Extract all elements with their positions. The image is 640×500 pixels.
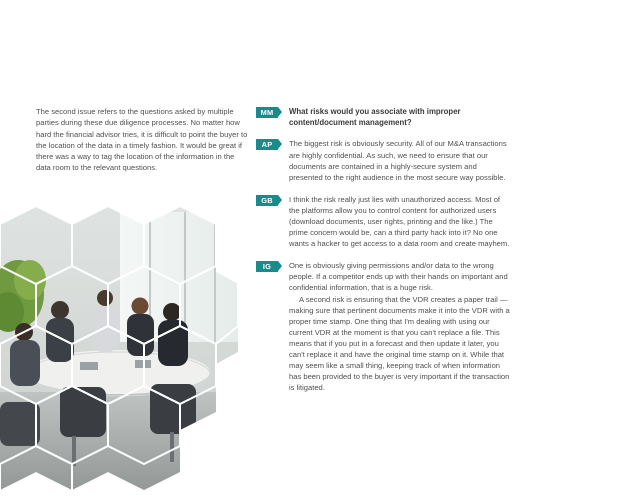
speaker-badge-mm: MM <box>256 107 278 118</box>
answer-text-ig-1: One is obviously giving permissions and/or data to the wrong people. If a competitor ends up with their hands on important and confidential information, that is a huge risk. <box>289 261 508 293</box>
answer-text-ig-2: A second risk is ensuring that the VDR creates a paper trail — making sure that pertinent documents make it into the VDR with a proper time stamp. One thing that I'm dealing with using our current VDR at the moment is that you can't replace a file. This means that if you put in a forecast and then update it later, you can't replace it and have the original time stamp on it. While that may seem like a small thing, keeping track of when information has been provided to the buyer is very important if the transaction is litigated. <box>289 294 510 393</box>
speaker-badge-ig: IG <box>256 261 278 272</box>
meeting-photo <box>0 202 238 495</box>
qa-ig <box>256 260 512 393</box>
answer-text-gb: I think the risk really just lies with unauthorized access. Most of the platforms allow you to control content for authorized users (download documents, user rights, printing and the like.) The prime concern would be, can a third party hack into it? No one wants a hacker to get access to a data room and create mayhem. <box>289 194 510 249</box>
question-text: What risks would you associate with improper content/document management? <box>289 107 461 128</box>
meeting-photo-graphic <box>0 202 238 495</box>
intro-column <box>36 106 248 174</box>
qa-gb <box>256 194 512 249</box>
interview-column <box>256 106 512 393</box>
qa-mm <box>256 106 512 128</box>
answer-text-ap: The biggest risk is obviously security. All of our M&A transactions are highly confidential. As such, we need to ensure that our documents are contained in a highly-secure system and presented to the right audience in the most secure way possible. <box>289 139 507 182</box>
speaker-badge-ap: AP <box>256 139 278 150</box>
qa-ap <box>256 138 512 182</box>
intro-paragraph: The second issue refers to the questions asked by multiple parties during these due diligence processes. No matter how hard the financial advisor tries, it is difficult to point the buyer to the location of the data in a timely fashion. It would be great if there was a way to tag the location of the information in the data room to the relevant questions. <box>36 107 248 173</box>
speaker-badge-gb: GB <box>256 195 278 206</box>
